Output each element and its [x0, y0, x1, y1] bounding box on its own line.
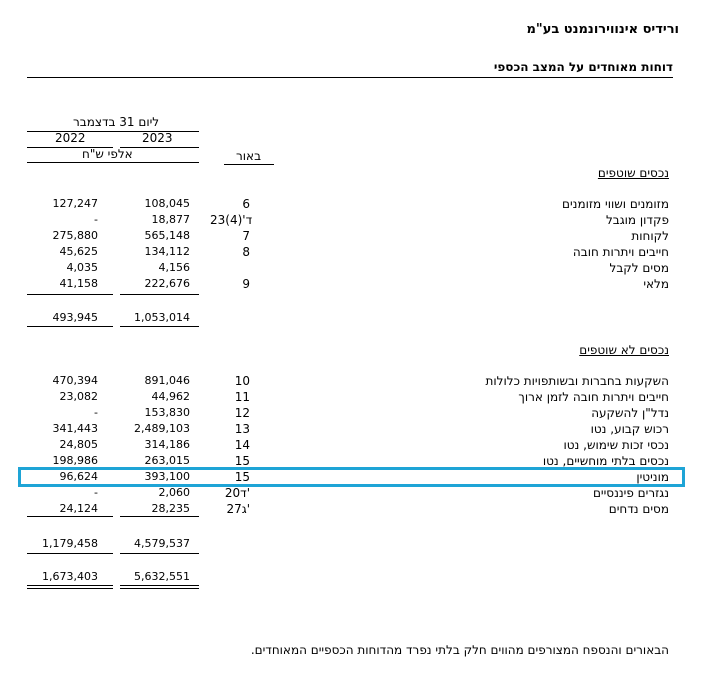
noncurrent-total-underline-2022 — [27, 553, 113, 554]
currency-rule — [27, 162, 199, 163]
row-label: נגזרים פיננסיים — [592, 486, 669, 500]
noncurrent-total-2022: 1,179,458 — [42, 537, 98, 550]
row-value-2022: 470,394 — [52, 374, 98, 387]
row-value-2022: 127,247 — [52, 197, 98, 210]
row-value-2022: 24,124 — [59, 502, 98, 515]
row-note: 13 — [234, 422, 250, 436]
currency-header: אלפי ש"ח — [82, 147, 133, 161]
current-total-underline-2023 — [120, 326, 199, 327]
row-value-2022: 23,082 — [59, 390, 98, 403]
current-total-rule-2022 — [27, 294, 113, 295]
year-2022-header: 2022 — [55, 131, 86, 145]
row-value-2022: - — [94, 486, 98, 499]
goodwill-highlight-box — [18, 467, 685, 487]
row-label: חייבים ויתרות חובה — [572, 245, 669, 259]
row-value-2023: 18,877 — [151, 213, 190, 226]
row-value-2023: 153,830 — [144, 406, 190, 419]
grand-total-underline2-2023 — [120, 588, 199, 589]
row-value-2023: 4,156 — [158, 261, 190, 274]
current-assets-heading: נכסים שוטפים — [597, 166, 669, 180]
title-divider — [27, 77, 673, 78]
row-label: נכסים בלתי מוחשיים, נטו — [542, 454, 669, 468]
row-label: נדל"ן להשקעה — [591, 406, 669, 420]
row-label: נכסי זכות שימוש, נטו — [563, 438, 669, 452]
row-value-2022: 4,035 — [66, 261, 98, 274]
row-value-2022: 341,443 — [52, 422, 98, 435]
row-label: רכוש קבוע, נטו — [590, 422, 669, 436]
row-value-2022: 275,880 — [52, 229, 98, 242]
row-value-2023: 393,100 — [144, 470, 190, 483]
row-value-2023: 28,235 — [151, 502, 190, 515]
row-value-2023: 108,045 — [144, 197, 190, 210]
grand-total-underline1-2023 — [120, 585, 199, 586]
grand-total-underline1-2022 — [27, 585, 113, 586]
grand-total-2023: 5,632,551 — [134, 570, 190, 583]
row-note: 11 — [234, 390, 250, 404]
grand-total-underline2-2022 — [27, 588, 113, 589]
row-value-2022: 198,986 — [52, 454, 98, 467]
noncurrent-total-rule-2022 — [27, 516, 113, 517]
current-total-2023: 1,053,014 — [134, 311, 190, 324]
row-note: 15 — [234, 454, 250, 468]
row-value-2023: 891,046 — [144, 374, 190, 387]
row-value-2022: 24,805 — [59, 438, 98, 451]
row-note: 10 — [234, 374, 250, 388]
row-label: מסים נדחים — [608, 502, 669, 516]
row-value-2022: - — [94, 213, 98, 226]
note-header: באור — [236, 149, 262, 163]
noncurrent-total-rule-2023 — [120, 516, 199, 517]
row-value-2022: - — [94, 406, 98, 419]
row-label: השקעות בחברות ובשותפויות כלולות — [485, 374, 669, 388]
row-value-2023: 2,060 — [158, 486, 190, 499]
company-name: ורידיס אינווירונמנט בע"מ — [526, 22, 679, 37]
current-total-rule-2023 — [120, 294, 199, 295]
row-value-2023: 44,962 — [151, 390, 190, 403]
statement-title: דוחות מאוחדים על המצב הכספי — [493, 60, 673, 74]
row-value-2022: 96,624 — [59, 470, 98, 483]
current-total-underline-2022 — [27, 326, 113, 327]
row-label: פקדון מוגבל — [605, 213, 669, 227]
row-note: 7 — [242, 229, 250, 243]
row-note: 14 — [234, 438, 250, 452]
row-note: 15 — [234, 470, 250, 484]
row-value-2022: 41,158 — [59, 277, 98, 290]
row-label: מלאי — [643, 277, 669, 291]
row-note: 6 — [242, 197, 250, 211]
period-header: ליום 31 בדצמבר — [73, 115, 160, 129]
noncurrent-total-2023: 4,579,537 — [134, 537, 190, 550]
row-note: 8 — [242, 245, 250, 259]
row-note: 9 — [242, 277, 250, 291]
row-label: מוניטין — [636, 470, 669, 484]
row-note: 23ד'(4) — [210, 213, 253, 227]
row-value-2023: 263,015 — [144, 454, 190, 467]
row-label: לקוחות — [631, 229, 669, 243]
footer-note: הבאורים והנספח המצורפים מהווים חלק בלתי נפרד מהדוחות הכספיים המאוחדים. — [250, 643, 669, 657]
row-value-2023: 2,489,103 — [134, 422, 190, 435]
period-rule — [27, 131, 199, 132]
row-value-2023: 314,186 — [144, 438, 190, 451]
row-note: 20ד' — [224, 486, 250, 500]
grand-total-2022: 1,673,403 — [42, 570, 98, 583]
row-note: 12 — [234, 406, 250, 420]
row-note: 27ג' — [226, 502, 250, 516]
row-value-2023: 134,112 — [144, 245, 190, 258]
row-value-2023: 222,676 — [144, 277, 190, 290]
row-value-2022: 45,625 — [59, 245, 98, 258]
row-label: חייבים ויתרות חובה לזמן ארוך — [518, 390, 669, 404]
row-label: מסים לקבל — [609, 261, 669, 275]
note-header-rule — [224, 164, 274, 165]
non-current-assets-heading: נכסים לא שוטפים — [579, 343, 669, 357]
noncurrent-total-underline-2023 — [120, 553, 199, 554]
row-value-2023: 565,148 — [144, 229, 190, 242]
row-label: מזומנים ושווי מזומנים — [562, 197, 669, 211]
current-total-2022: 493,945 — [52, 311, 98, 324]
year-2023-header: 2023 — [142, 131, 173, 145]
